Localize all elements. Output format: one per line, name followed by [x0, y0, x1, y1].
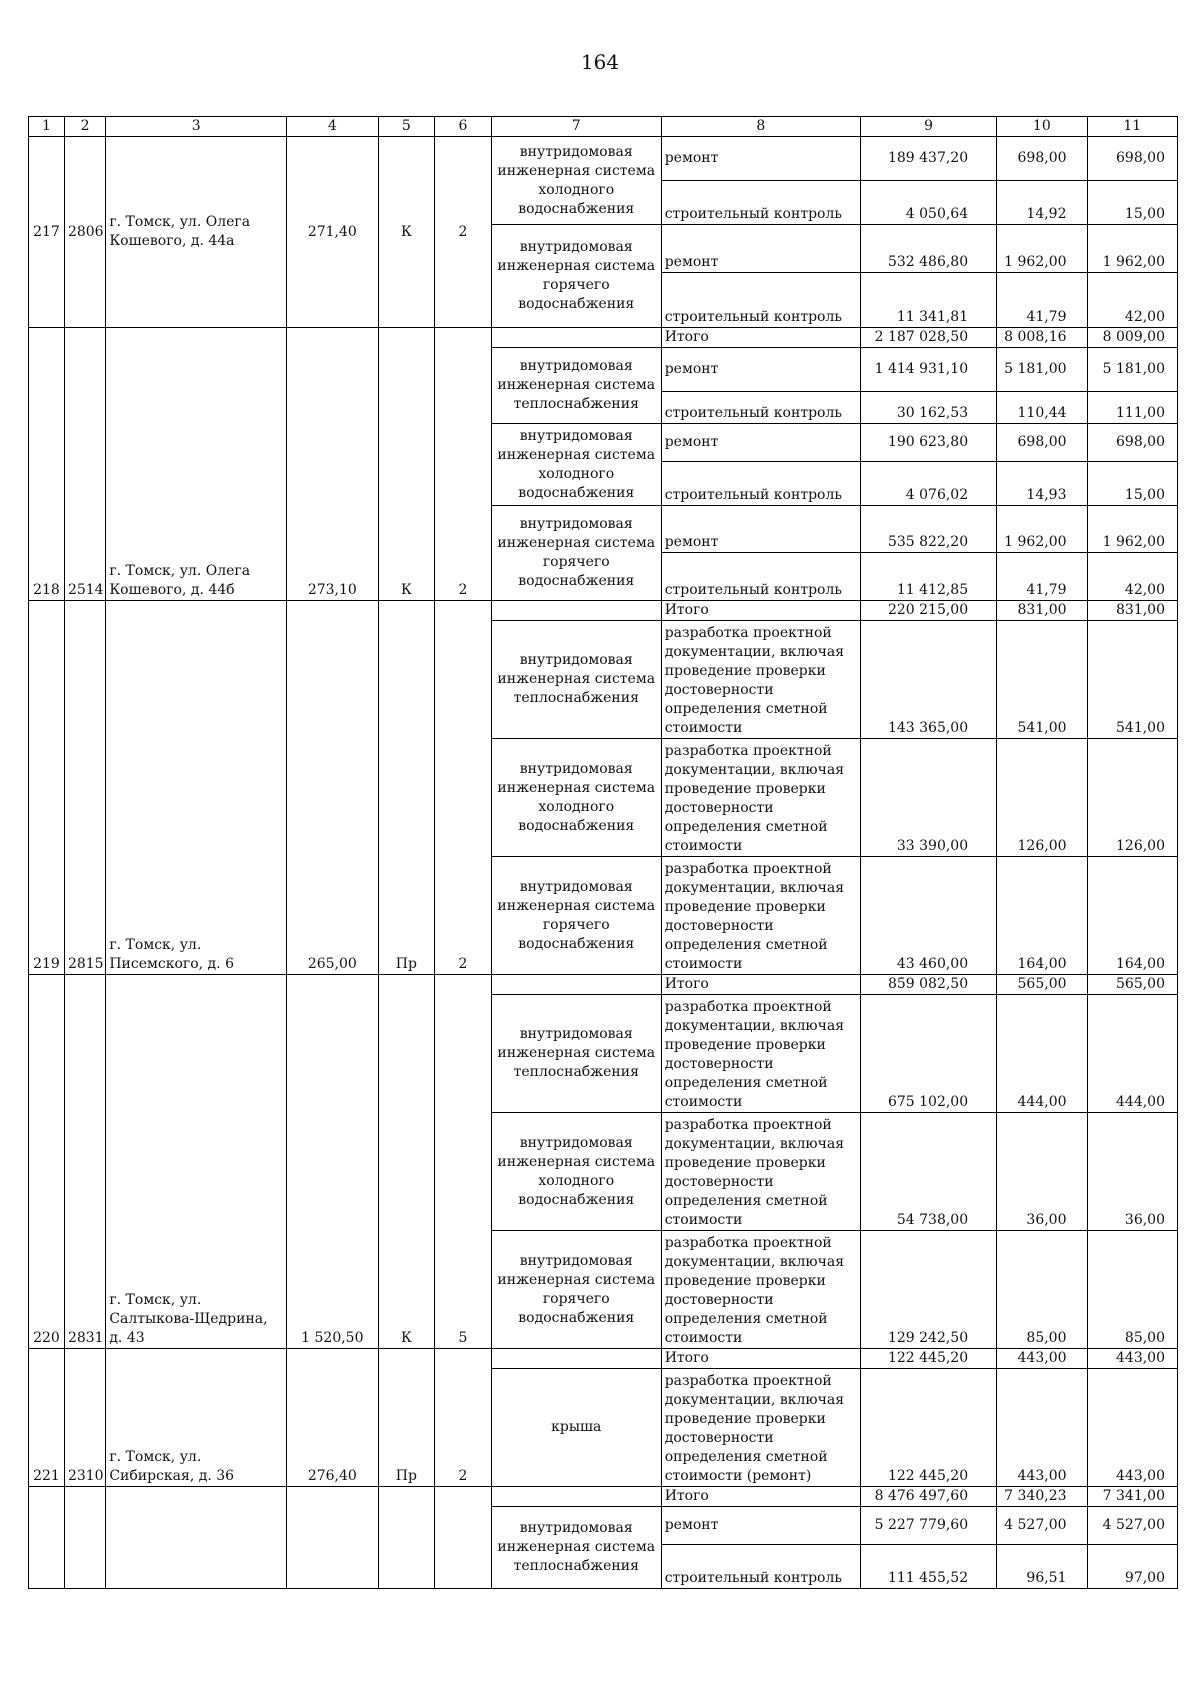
cost-per-unit: 126,00 — [997, 739, 1087, 857]
cost-limit: 698,00 — [1087, 137, 1177, 181]
header-cell: 4 — [287, 117, 378, 137]
system-name: внутридомовая инженерная система теплоснабжения — [491, 621, 661, 739]
cost-total: 111 455,52 — [861, 1545, 997, 1589]
cost-total: 532 486,80 — [861, 225, 997, 273]
work-type: разработка проектной документации, включая проведение проверки достоверности определения сметной стоимости — [661, 739, 860, 857]
work-type: разработка проектной документации, включая проведение проверки достоверности определения сметной стоимости — [661, 621, 860, 739]
program-type: К — [378, 975, 435, 1349]
system-name: внутридомовая инженерная система холодного водоснабжения — [491, 137, 661, 225]
cost-total: 11 412,85 — [861, 553, 997, 601]
total-limit: 7 341,00 — [1087, 1487, 1177, 1507]
building-code: 2815 — [64, 601, 105, 975]
system-name: внутридомовая инженерная система горячего водоснабжения — [491, 1231, 661, 1349]
cost-per-unit: 541,00 — [997, 621, 1087, 739]
cost-total: 122 445,20 — [861, 1369, 997, 1487]
building-area: 271,40 — [287, 137, 378, 328]
system-name: внутридомовая инженерная система теплоснабжения — [491, 348, 661, 424]
cost-limit: 97,00 — [1087, 1545, 1177, 1589]
cost-limit: 698,00 — [1087, 424, 1177, 462]
cost-total: 189 437,20 — [861, 137, 997, 181]
total-limit: 831,00 — [1087, 601, 1177, 621]
cost-total: 30 162,53 — [861, 392, 997, 424]
system-name: внутридомовая инженерная система горячего водоснабжения — [491, 506, 661, 601]
cost-total: 190 623,80 — [861, 424, 997, 462]
cost-limit: 541,00 — [1087, 621, 1177, 739]
floor-count: 5 — [435, 975, 492, 1349]
total-cost: 2 187 028,50 — [861, 328, 997, 348]
cost-limit: 5 181,00 — [1087, 348, 1177, 392]
record-number: 218 — [29, 328, 65, 601]
cost-limit: 4 527,00 — [1087, 1507, 1177, 1545]
record-number: 220 — [29, 975, 65, 1349]
building-area: 273,10 — [287, 328, 378, 601]
work-type: строительный контроль — [661, 1545, 860, 1589]
header-cell: 8 — [661, 117, 860, 137]
work-type: разработка проектной документации, включая проведение проверки достоверности определения сметной стоимости — [661, 1113, 860, 1231]
cost-total: 33 390,00 — [861, 739, 997, 857]
total-row — [29, 328, 1178, 348]
program-type: К — [378, 328, 435, 601]
header-cell: 5 — [378, 117, 435, 137]
work-type: строительный контроль — [661, 462, 860, 506]
cost-per-unit: 4 527,00 — [997, 1507, 1087, 1545]
register-table — [28, 116, 1178, 1589]
header-cell: 1 — [29, 117, 65, 137]
work-type: ремонт — [661, 348, 860, 392]
program-type — [378, 1487, 435, 1589]
system-name: внутридомовая инженерная система холодного водоснабжения — [491, 739, 661, 857]
program-type: Пр — [378, 601, 435, 975]
total-label: Итого — [661, 1487, 860, 1507]
total-per-unit: 7 340,23 — [997, 1487, 1087, 1507]
building-code — [64, 1487, 105, 1589]
header-cell: 2 — [64, 117, 105, 137]
total-row — [29, 975, 1178, 995]
cost-limit: 443,00 — [1087, 1369, 1177, 1487]
record-number: 221 — [29, 1349, 65, 1487]
total-cost: 8 476 497,60 — [861, 1487, 997, 1507]
work-type: строительный контроль — [661, 273, 860, 328]
total-label: Итого — [661, 601, 860, 621]
cost-limit: 42,00 — [1087, 553, 1177, 601]
empty-cell — [491, 1487, 661, 1507]
total-cost: 859 082,50 — [861, 975, 997, 995]
building-area — [287, 1487, 378, 1589]
floor-count: 2 — [435, 137, 492, 328]
work-type: ремонт — [661, 424, 860, 462]
program-type: Пр — [378, 1349, 435, 1487]
register-table-container — [28, 116, 1178, 1598]
building-code: 2831 — [64, 975, 105, 1349]
program-type: К — [378, 137, 435, 328]
building-code: 2806 — [64, 137, 105, 328]
cost-total: 4 076,02 — [861, 462, 997, 506]
total-row — [29, 601, 1178, 621]
table-row — [29, 137, 1178, 181]
record-number: 217 — [29, 137, 65, 328]
system-name: внутридомовая инженерная система горячего водоснабжения — [491, 857, 661, 975]
cost-per-unit: 85,00 — [997, 1231, 1087, 1349]
system-name: внутридомовая инженерная система холодного водоснабжения — [491, 424, 661, 506]
cost-total: 129 242,50 — [861, 1231, 997, 1349]
cost-total: 5 227 779,60 — [861, 1507, 997, 1545]
total-per-unit: 443,00 — [997, 1349, 1087, 1369]
cost-per-unit: 14,93 — [997, 462, 1087, 506]
cost-per-unit: 698,00 — [997, 137, 1087, 181]
work-type: разработка проектной документации, включая проведение проверки достоверности определения сметной стоимости — [661, 995, 860, 1113]
empty-cell — [491, 601, 661, 621]
cost-limit: 1 962,00 — [1087, 225, 1177, 273]
empty-cell — [491, 975, 661, 995]
cost-total: 675 102,00 — [861, 995, 997, 1113]
building-code: 2310 — [64, 1349, 105, 1487]
cost-limit: 444,00 — [1087, 995, 1177, 1113]
header-cell: 3 — [106, 117, 287, 137]
cost-per-unit: 5 181,00 — [997, 348, 1087, 392]
header-row — [29, 117, 1178, 137]
cost-limit: 1 962,00 — [1087, 506, 1177, 553]
cost-total: 1 414 931,10 — [861, 348, 997, 392]
cost-per-unit: 164,00 — [997, 857, 1087, 975]
cost-total: 11 341,81 — [861, 273, 997, 328]
empty-cell — [491, 328, 661, 348]
record-number: 219 — [29, 601, 65, 975]
cost-total: 54 738,00 — [861, 1113, 997, 1231]
total-cost: 122 445,20 — [861, 1349, 997, 1369]
building-area: 1 520,50 — [287, 975, 378, 1349]
building-address — [106, 1487, 287, 1589]
work-type: строительный контроль — [661, 181, 860, 225]
total-limit: 8 009,00 — [1087, 328, 1177, 348]
total-label: Итого — [661, 328, 860, 348]
building-address: г. Томск, ул. Писемского, д. 6 — [106, 601, 287, 975]
cost-total: 535 822,20 — [861, 506, 997, 553]
work-type: ремонт — [661, 137, 860, 181]
work-type: строительный контроль — [661, 392, 860, 424]
work-type: ремонт — [661, 225, 860, 273]
system-name: внутридомовая инженерная система теплоснабжения — [491, 1507, 661, 1589]
cost-limit: 111,00 — [1087, 392, 1177, 424]
work-type: разработка проектной документации, включая проведение проверки достоверности определения сметной стоимости — [661, 1231, 860, 1349]
total-row — [29, 1487, 1178, 1507]
cost-per-unit: 444,00 — [997, 995, 1087, 1113]
cost-per-unit: 1 962,00 — [997, 506, 1087, 553]
system-name: внутридомовая инженерная система теплоснабжения — [491, 995, 661, 1113]
cost-limit: 164,00 — [1087, 857, 1177, 975]
total-label: Итого — [661, 975, 860, 995]
total-per-unit: 565,00 — [997, 975, 1087, 995]
floor-count: 2 — [435, 1349, 492, 1487]
cost-per-unit: 110,44 — [997, 392, 1087, 424]
building-area: 265,00 — [287, 601, 378, 975]
system-name: крыша — [491, 1369, 661, 1487]
total-per-unit: 8 008,16 — [997, 328, 1087, 348]
cost-per-unit: 36,00 — [997, 1113, 1087, 1231]
cost-limit: 15,00 — [1087, 462, 1177, 506]
floor-count: 2 — [435, 601, 492, 975]
building-address: г. Томск, ул. Сибирская, д. 36 — [106, 1349, 287, 1487]
cost-limit: 15,00 — [1087, 181, 1177, 225]
empty-cell — [491, 1349, 661, 1369]
work-type: строительный контроль — [661, 553, 860, 601]
floor-count — [435, 1487, 492, 1589]
cost-per-unit: 1 962,00 — [997, 225, 1087, 273]
record-number — [29, 1487, 65, 1589]
building-area: 276,40 — [287, 1349, 378, 1487]
work-type: ремонт — [661, 1507, 860, 1545]
header-cell: 6 — [435, 117, 492, 137]
cost-per-unit: 443,00 — [997, 1369, 1087, 1487]
cost-per-unit: 41,79 — [997, 273, 1087, 328]
total-row — [29, 1349, 1178, 1369]
cost-total: 43 460,00 — [861, 857, 997, 975]
total-limit: 565,00 — [1087, 975, 1177, 995]
header-cell: 11 — [1087, 117, 1177, 137]
cost-limit: 36,00 — [1087, 1113, 1177, 1231]
cost-limit: 42,00 — [1087, 273, 1177, 328]
total-per-unit: 831,00 — [997, 601, 1087, 621]
building-code: 2514 — [64, 328, 105, 601]
system-name: внутридомовая инженерная система холодного водоснабжения — [491, 1113, 661, 1231]
building-address: г. Томск, ул. Салтыкова-Щедрина, д. 43 — [106, 975, 287, 1349]
work-type: разработка проектной документации, включая проведение проверки достоверности определения сметной стоимости — [661, 857, 860, 975]
floor-count: 2 — [435, 328, 492, 601]
total-cost: 220 215,00 — [861, 601, 997, 621]
work-type: ремонт — [661, 506, 860, 553]
cost-limit: 85,00 — [1087, 1231, 1177, 1349]
header-cell: 7 — [491, 117, 661, 137]
system-name: внутридомовая инженерная система горячего водоснабжения — [491, 225, 661, 328]
cost-per-unit: 96,51 — [997, 1545, 1087, 1589]
work-type: разработка проектной документации, включая проведение проверки достоверности определения сметной стоимости (ремонт) — [661, 1369, 860, 1487]
header-cell: 9 — [861, 117, 997, 137]
cost-per-unit: 698,00 — [997, 424, 1087, 462]
page-number: 164 — [580, 50, 620, 74]
cost-per-unit: 14,92 — [997, 181, 1087, 225]
building-address: г. Томск, ул. Олега Кошевого, д. 44б — [106, 328, 287, 601]
cost-total: 4 050,64 — [861, 181, 997, 225]
cost-per-unit: 41,79 — [997, 553, 1087, 601]
cost-limit: 126,00 — [1087, 739, 1177, 857]
building-address: г. Томск, ул. Олега Кошевого, д. 44а — [106, 137, 287, 328]
cost-total: 143 365,00 — [861, 621, 997, 739]
total-label: Итого — [661, 1349, 860, 1369]
header-cell: 10 — [997, 117, 1087, 137]
total-limit: 443,00 — [1087, 1349, 1177, 1369]
